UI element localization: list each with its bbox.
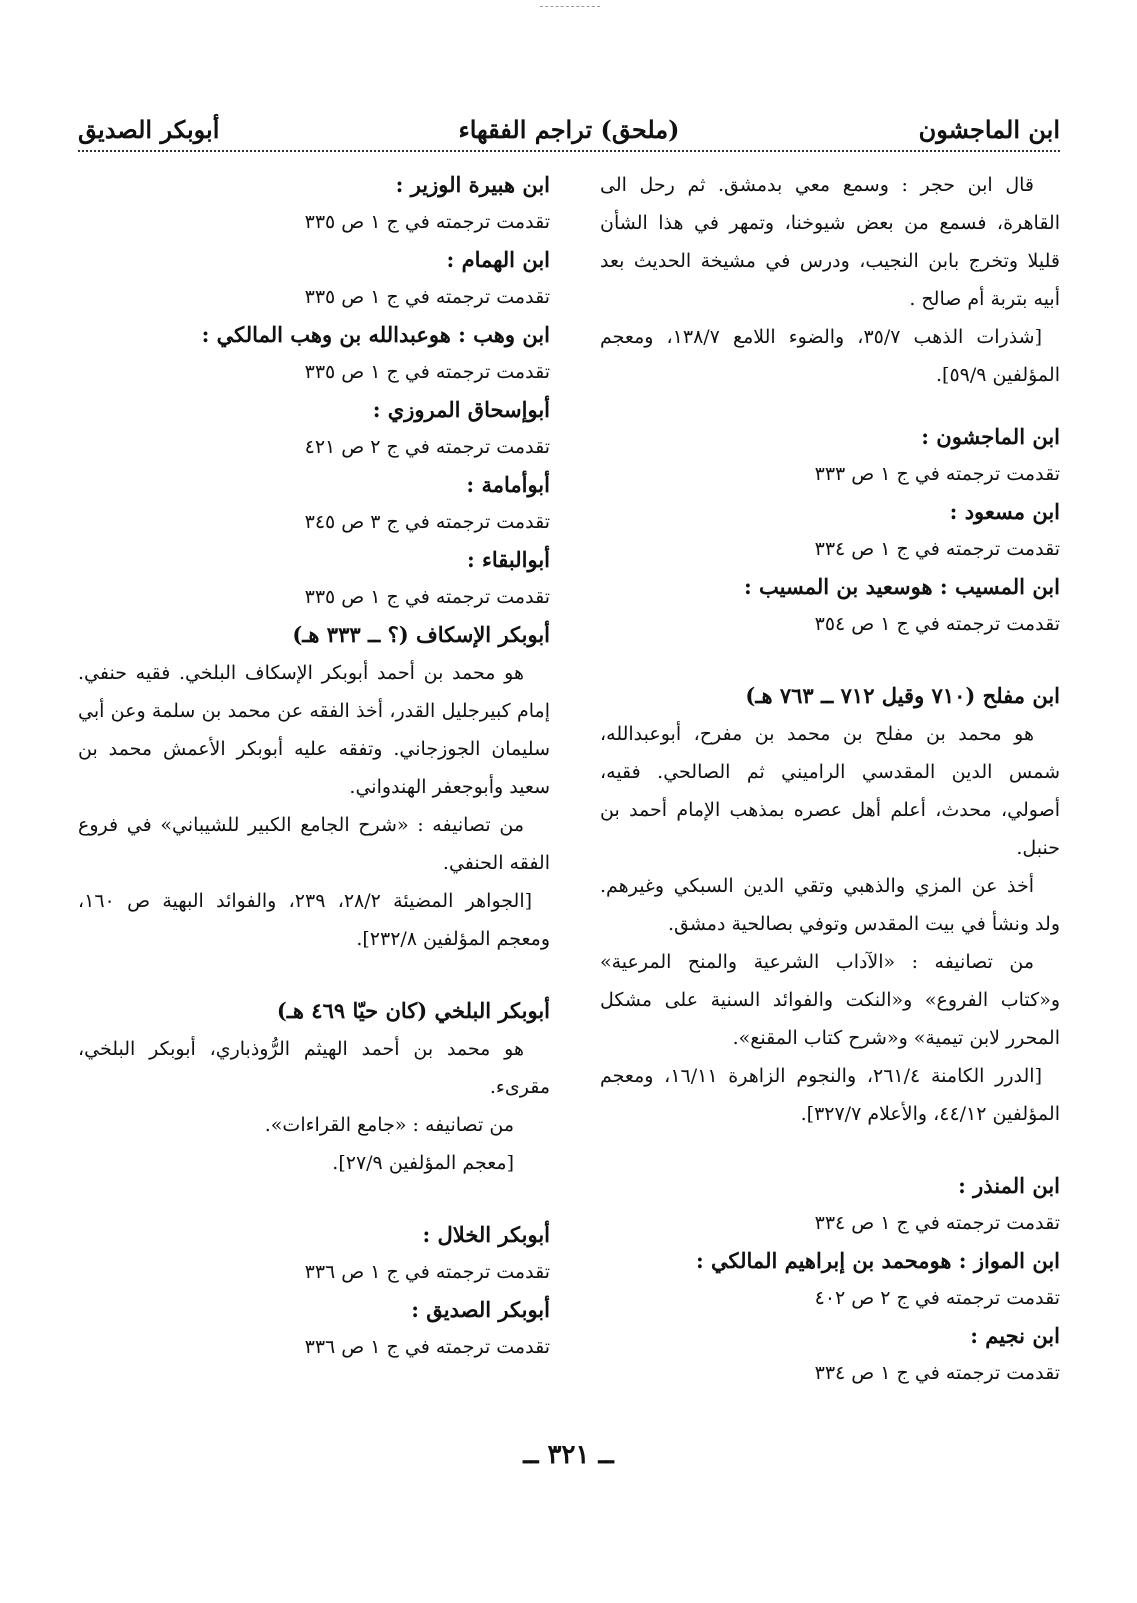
entry-title: ابن الماجشون : — [921, 424, 1060, 449]
entry-title: ابن مفلح (٧١٠ وقيل ٧١٢ ــ ٧٦٣ هـ) — [745, 683, 1060, 708]
entry-title: ابن مسعود : — [949, 499, 1060, 524]
header-right-term: ابن الماجشون — [918, 115, 1060, 144]
entry-title: ابن المسيب : هوسعيد بن المسيب : — [743, 574, 1060, 599]
cross-reference: تقدمت ترجمته في ج ٢ ص ٤٠٢ — [814, 1287, 1060, 1309]
entry-paragraph: أخذ عن المزي والذهبي وتقي الدين السبكي وغيرهم. ولد ونشأ في بيت المقدس وتوفي بصالحية دمشق. — [600, 875, 1060, 935]
entry-paragraph: قال ابن حجر : وسمع معي بدمشق. ثم رحل الى القاهرة، فسمع من بعض شيوخنا، وتمهر في هذا الشأن قليلا وتخرج بابن النجيب، ودرس في مشيخة الحديث بعد أبيه بتربة أم صالح . — [600, 174, 1060, 310]
cross-reference: تقدمت ترجمته في ج ٣ ص ٣٤٥ — [304, 511, 550, 533]
entry-title: أبوبكر الإسكاف (؟ ــ ٣٣٣ هـ) — [292, 622, 550, 647]
cross-reference: تقدمت ترجمته في ج ١ ص ٣٣٤ — [814, 1212, 1060, 1234]
cross-reference: تقدمت ترجمته في ج ١ ص ٣٣٥ — [304, 286, 550, 308]
cross-reference: تقدمت ترجمته في ج ١ ص ٣٣٥ — [304, 361, 550, 383]
cross-reference: تقدمت ترجمته في ج ١ ص ٣٣٤ — [814, 1362, 1060, 1384]
entry-title: أبوبكر الخلال : — [422, 1222, 550, 1247]
right-column — [600, 166, 1060, 1392]
entry-paragraph: هو محمد بن أحمد أبوبكر الإسكاف البلخي. فقيه حنفي. إمام كبيرجليل القدر، أخذ الفقه عن محمد بن سلمة وعن أبي سليمان الجوزجاني. وتفقه عليه أبوبكر الأعمش محمد بن سعيد وأبوجعفر الهندواني. — [78, 662, 550, 798]
header-divider — [78, 150, 1060, 152]
page-number: ــ ٣٢١ ــ — [523, 1440, 614, 1470]
cross-reference: تقدمت ترجمته في ج ١ ص ٣٥٤ — [814, 613, 1060, 635]
spacer — [78, 1182, 550, 1216]
entry-title: أبوالبقاء : — [466, 547, 550, 572]
cross-reference: تقدمت ترجمته في ج ١ ص ٣٣٥ — [304, 586, 550, 608]
entry-paragraph: من تصانيفه : «الآداب الشرعية والمنح المرعية» و«كتاب الفروع» و«النكت والفوائد السنية على مشكل المحرر لابن تيمية» و«شرح كتاب المقنع». — [600, 951, 1060, 1049]
source-citation: [الجواهر المضيئة ٢٨/٢، ٢٣٩، والفوائد البهية ص ١٦٠، ومعجم المؤلفين ٢٣٢/٨]. — [78, 890, 550, 950]
header-left-term: أبوبكر الصديق — [78, 115, 220, 144]
cross-reference: تقدمت ترجمته في ج ١ ص ٣٣٦ — [304, 1336, 550, 1358]
entry-title: ابن الهمام : — [446, 247, 550, 272]
spacer — [600, 1133, 1060, 1167]
entry-title: ابن نجيم : — [970, 1323, 1060, 1348]
indented-line: [معجم المؤلفين ٢٧/٩]. — [332, 1152, 514, 1174]
cross-reference: تقدمت ترجمته في ج ١ ص ٣٣٥ — [304, 211, 550, 233]
source-citation: [شذرات الذهب ٣٥/٧، والضوء اللامع ١٣٨/٧، ومعجم المؤلفين ٥٩/٩]. — [600, 326, 1060, 386]
scan-mark — [540, 6, 600, 7]
entry-title: ابن هبيرة الوزير : — [395, 172, 550, 197]
spacer — [78, 958, 550, 992]
entry-title: أبوبكر البلخي (كان حيّا ٤٦٩ هـ) — [276, 998, 550, 1023]
left-column — [78, 166, 550, 1366]
source-citation: [الدرر الكامنة ٢٦١/٤، والنجوم الزاهرة ١٦/١١، ومعجم المؤلفين ٤٤/١٢، والأعلام ٣٢٧/٧]. — [600, 1065, 1060, 1125]
cross-reference: تقدمت ترجمته في ج ١ ص ٣٣٦ — [304, 1261, 550, 1283]
entry-title: أبوإسحاق المروزي : — [372, 397, 550, 422]
entry-title: أبوبكر الصديق : — [411, 1297, 550, 1322]
entry-title: أبوأمامة : — [466, 472, 550, 497]
spacer — [600, 394, 1060, 418]
header-section-title: (ملحق) تراجم الفقهاء — [458, 115, 680, 144]
spacer — [600, 643, 1060, 677]
cross-reference: تقدمت ترجمته في ج ٢ ص ٤٢١ — [304, 436, 550, 458]
indented-line: من تصانيفه : «جامع القراءات». — [264, 1114, 514, 1136]
entry-paragraph: هو محمد بن مفلح بن محمد بن مفرح، أبوعبدالله، شمس الدين المقدسي الراميني ثم الصالحي. فقيه، أصولي، محدث، أعلم أهل عصره بمذهب الإمام أحمد بن حنبل. — [600, 723, 1060, 859]
entry-paragraph: هو محمد بن أحمد الهيثم الرُّوذباري، أبوبكر البلخي، مقرىء. — [78, 1038, 550, 1098]
running-header — [78, 100, 1060, 144]
entry-title: ابن المواز : هومحمد بن إبراهيم المالكي : — [695, 1248, 1060, 1273]
entry-paragraph: من تصانيفه : «شرح الجامع الكبير للشيباني» في فروع الفقه الحنفي. — [78, 814, 550, 874]
entry-title: ابن وهب : هوعبدالله بن وهب المالكي : — [201, 322, 550, 347]
cross-reference: تقدمت ترجمته في ج ١ ص ٣٣٤ — [814, 538, 1060, 560]
entry-title: ابن المنذر : — [958, 1173, 1060, 1198]
cross-reference: تقدمت ترجمته في ج ١ ص ٣٣٣ — [814, 463, 1060, 485]
